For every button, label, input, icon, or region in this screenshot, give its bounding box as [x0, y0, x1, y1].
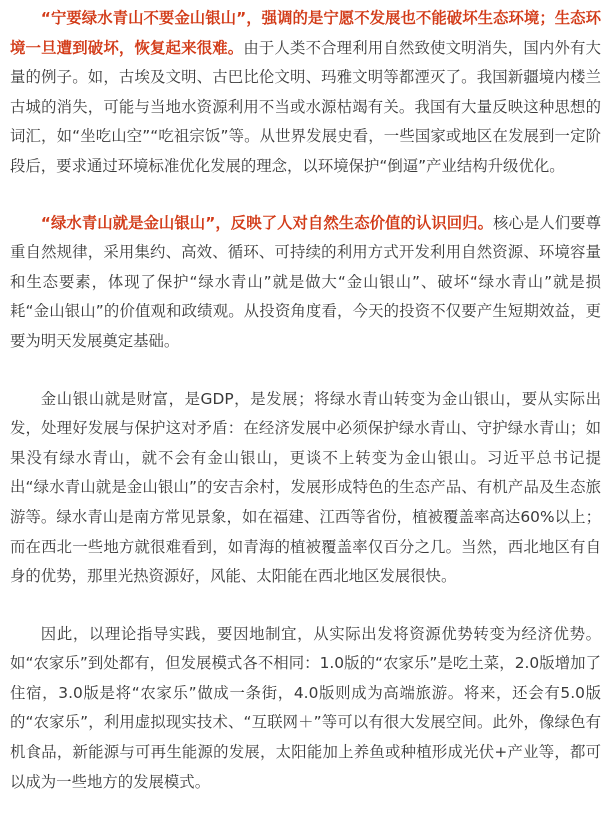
paragraph-4 [10, 620, 601, 798]
paragraph-1-text: 由于人类不合理利用自然致使文明消失，国内外有大量的例子。如，古埃及文明、古巴比伦文明、玛雅文明等都湮灭了。我国新疆境内楼兰古城的消失，可能与当地水资源利用不当或水源枯竭有关。我国有大量反映这种思想的词汇，如“坐吃山空”“吃祖宗饭”等。从世界发展史看，一些国家或地区在发展到一定阶段后，要求通过环境标准优化发展的理念，以环境保护“倒逼”产业结构升级优化。 [10, 38, 601, 175]
paragraph-2 [10, 209, 601, 357]
paragraph-1-highlight: “宁要绿水青山不要金山银山”，强调的是宁愿不发展也不能破坏生态环境；生态环境一旦遭到破坏，恢复起来很难。 [10, 9, 601, 57]
paragraph-1 [10, 4, 601, 182]
paragraph-3 [10, 385, 601, 592]
paragraph-2-text: 核心是人们要尊重自然规律，采用集约、高效、循环、可持续的利用方式开发利用自然资源、环境容量和生态要素，体现了保护“绿水青山”就是做大“金山银山”、破坏“绿水青山”就是损耗“金山银山”的价值观和政绩观。从投资角度看，今天的投资不仅要产生短期效益，更要为明天发展奠定基础。 [10, 213, 601, 350]
paragraph-4-text: 因此，以理论指导实践，要因地制宜，从实际出发将资源优势转变为经济优势。如“农家乐”到处都有，但发展模式各不相同：1.0版的“农家乐”是吃土菜，2.0版增加了住宿，3.0版是将“农家乐”做成一条街，4.0版则成为高端旅游。将来，还会有5.0版的“农家乐”，利用虚拟现实技术、“互联网＋”等可以有很大发展空间。此外，像绿色有机食品，新能源与可再生能源的发展，太阳能加上养鱼或种植形成光伏+产业等，都可以成为一些地方的发展模式。 [10, 624, 601, 791]
paragraph-2-highlight: “绿水青山就是金山银山”，反映了人对自然生态价值的认识回归。 [40, 213, 494, 232]
paragraph-3-text: 金山银山就是财富，是GDP，是发展；将绿水青山转变为金山银山，要从实际出发，处理好发展与保护这对矛盾：在经济发展中必须保护绿水青山、守护绿水青山；如果没有绿水青山，就不会有金山银山，更谈不上转变为金山银山。习近平总书记提出“绿水青山就是金山银山”的安吉余村，发展形成特色的生态产品、有机产品及生态旅游等。绿水青山是南方常见景象，如在福建、江西等省份，植被覆盖率高达60%以上；而在西北一些地方就很难看到，如青海的植被覆盖率仅百分之几。当然，西北地区有自身的优势，那里光热资源好，风能、太阳能在西北地区发展很快。 [10, 389, 601, 586]
